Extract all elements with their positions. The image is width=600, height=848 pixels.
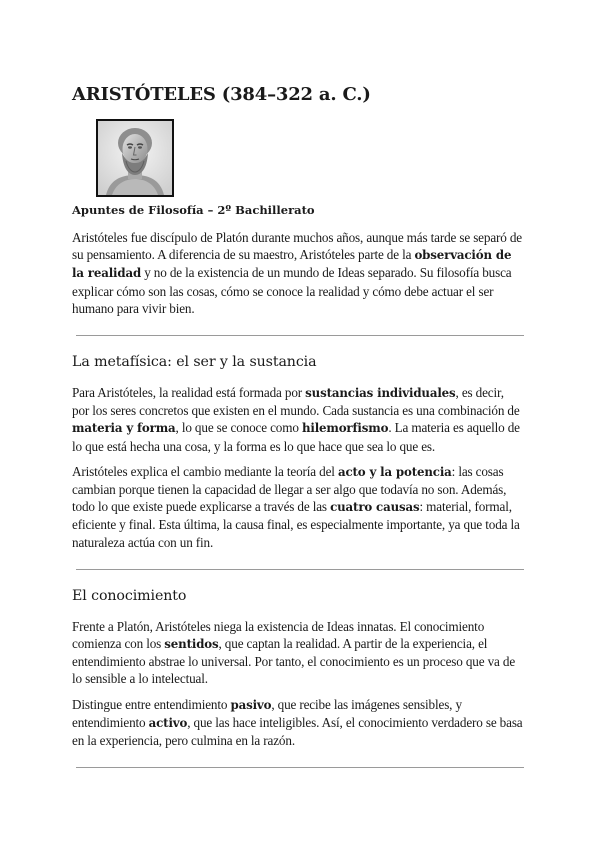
bold-term: pasivo: [230, 697, 272, 712]
section-heading-conocimiento: El conocimiento: [72, 587, 187, 604]
intro-text: Aristóteles fue discípulo de Platón durante muchos años, aunque más tarde se separó de su pensamiento. A diferencia de su maestro, Aristóteles parte de la: [72, 230, 523, 263]
paragraph-text: , que captan la realidad. A partir de la experiencia, el entendimiento abstrae lo universal. Por tanto, el conocimiento es un proceso que va de lo sensible a lo intelectual.: [72, 636, 516, 687]
bold-term: hilemorfismo: [301, 421, 389, 436]
section-divider: [76, 767, 524, 768]
paragraph-text: . La materia es aquello de lo que está hecha una cosa, y la forma es lo que hace que sea lo que es.: [72, 420, 520, 454]
section-divider: [76, 335, 524, 336]
paragraph-text: , es decir, por los seres concretos que existen en el mundo. Cada sustancia es una combinación de: [72, 385, 520, 419]
bold-term: sentidos: [164, 637, 219, 652]
conocimiento-paragraph-2: [72, 696, 524, 750]
metafisica-paragraph-1: [72, 384, 524, 455]
document-subtitle: Apuntes de Filosofía – 2º Bachillerato: [72, 203, 315, 217]
paragraph-text: Para Aristóteles, la realidad está formada por: [72, 385, 306, 401]
intro-bold-term: observación de la realidad: [72, 248, 512, 281]
bold-term: activo: [148, 715, 188, 730]
paragraph-text: , lo que se conoce como: [175, 420, 302, 436]
paragraph-text: , que recibe las imágenes sensibles, y entendimiento: [72, 696, 462, 730]
conocimiento-paragraph-1: [72, 618, 524, 688]
section-heading-metafisica: La metafísica: el ser y la sustancia: [72, 354, 317, 371]
portrait-frame: [96, 119, 174, 197]
paragraph-text: Distingue entre entendimiento: [72, 696, 231, 712]
bold-term: acto y la potencia: [337, 464, 452, 479]
paragraph-text: : las cosas cambian porque tienen la capacidad de llegar a ser algo que todavía no son. Además, todo lo que existe puede explicarse a través de las: [72, 463, 507, 515]
section-divider: [76, 569, 524, 570]
paragraph-text: Frente a Platón, Aristóteles niega la existencia de Ideas innatas. El conocimiento comienza con los: [72, 618, 485, 652]
bold-term: materia y forma: [72, 421, 176, 436]
paragraph-text: , que las hace inteligibles. Así, el conocimiento verdadero se basa en la experiencia, pero culmina en la razón.: [72, 714, 523, 749]
bold-term: sustancias individuales: [305, 386, 456, 401]
bold-term: cuatro causas: [330, 500, 420, 515]
document-title: ARISTÓTELES (384–322 a. C.): [72, 84, 371, 105]
intro-paragraph: [72, 229, 524, 317]
paragraph-text: : material, formal, eficiente y final. Esta última, la causa final, es especialmente importante, ya que toda la naturaleza actúa con un fin.: [72, 499, 520, 550]
document-page: [72, 84, 524, 786]
paragraph-text: Aristóteles explica el cambio mediante la teoría del: [72, 463, 338, 479]
metafisica-paragraph-2: [72, 463, 524, 551]
bust-portrait-icon: [98, 121, 172, 195]
intro-text: y no de la existencia de un mundo de Ideas separado. Su filosofía busca explicar cómo son las cosas, cómo se conoce la realidad y cómo debe actuar el ser humano para vivir bien.: [72, 265, 512, 316]
